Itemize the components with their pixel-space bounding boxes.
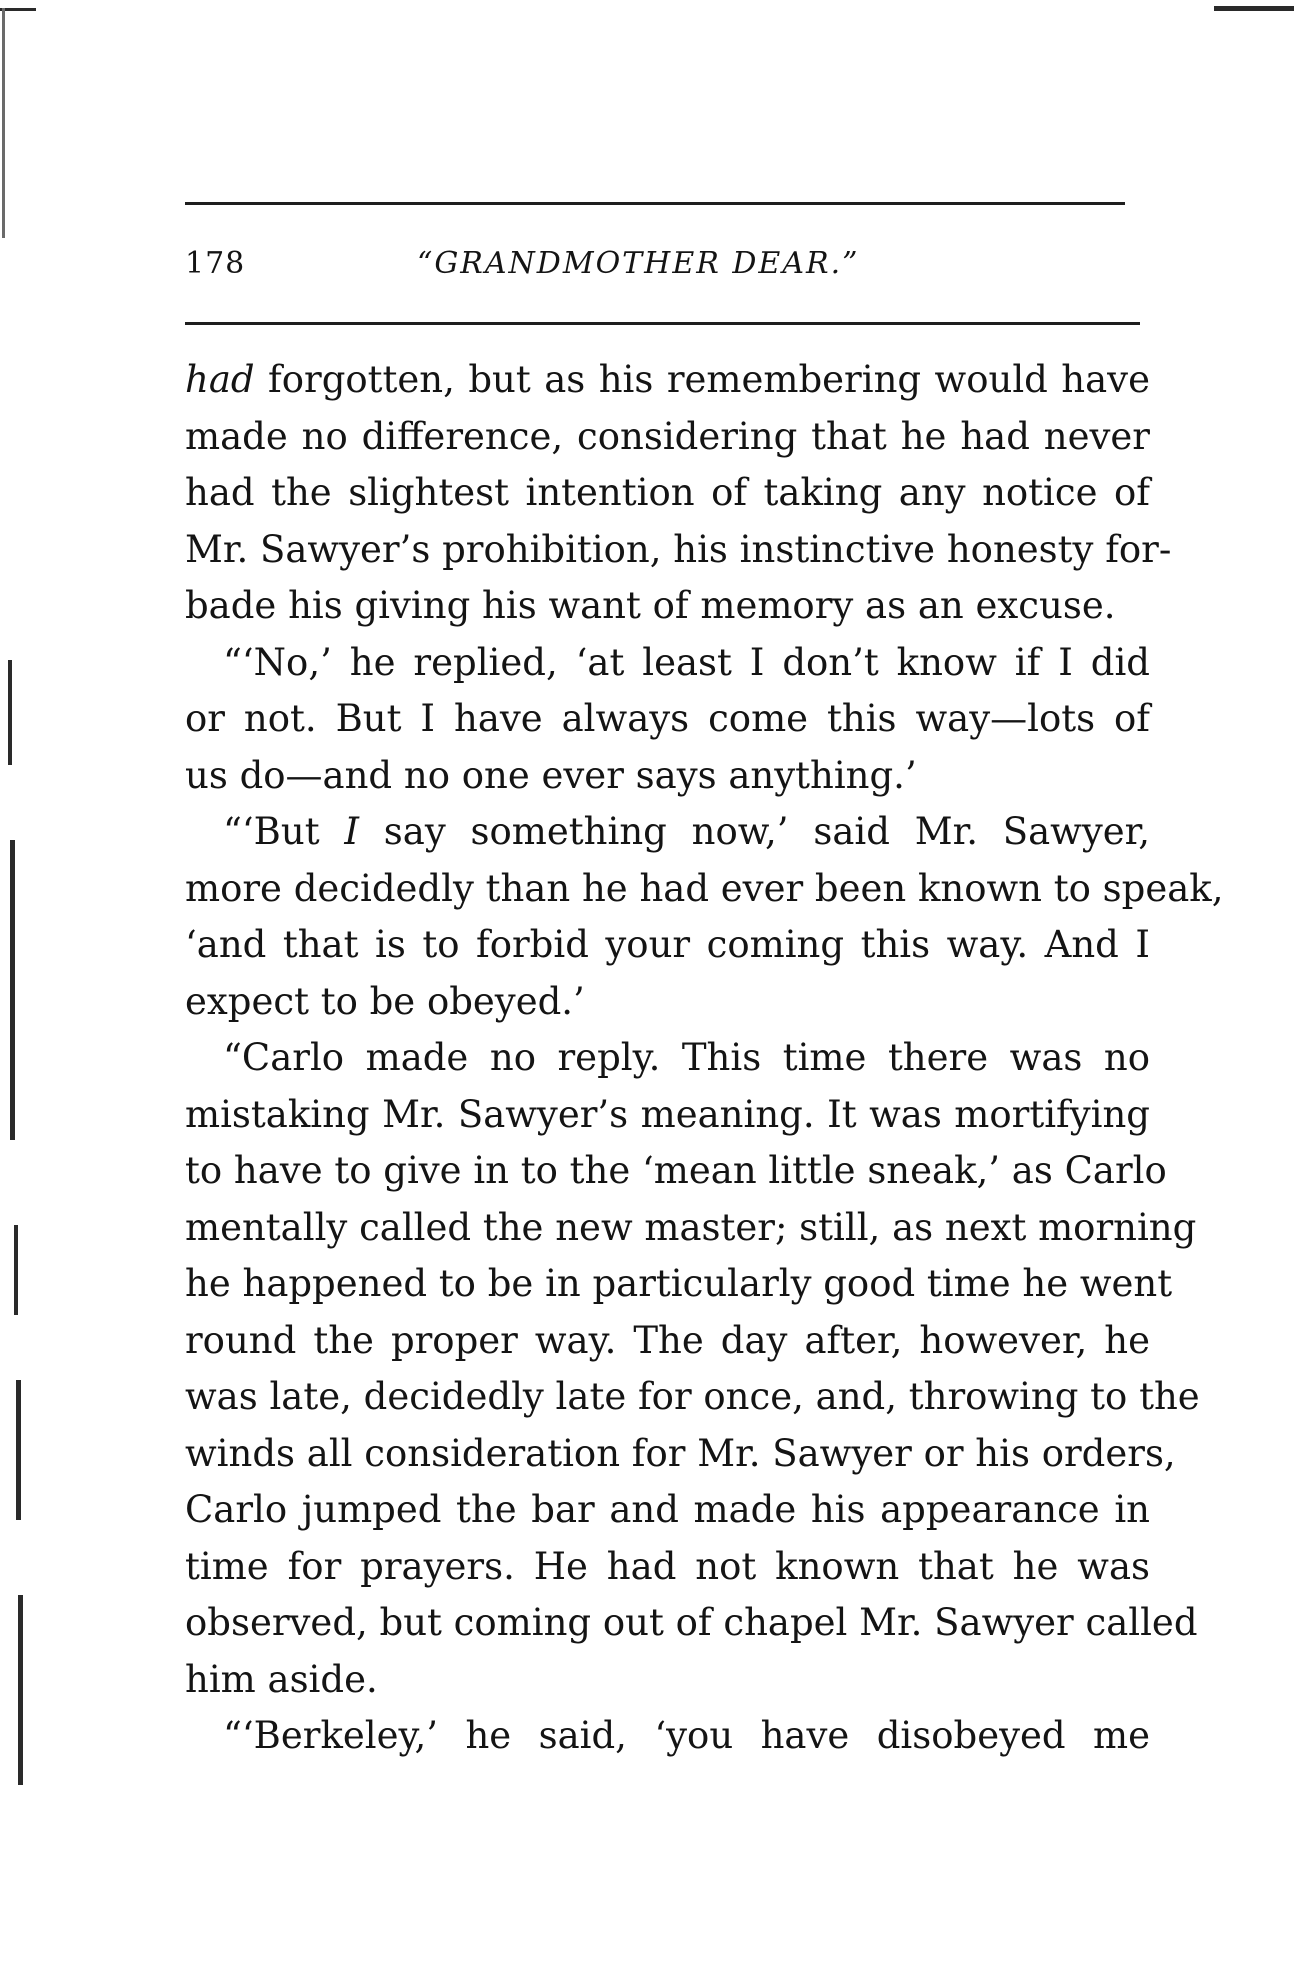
scan-margin-mark	[8, 660, 12, 765]
text-line	[185, 522, 1172, 579]
text-line	[185, 1652, 1150, 1709]
scan-edge-mark	[2, 8, 5, 238]
line-text: forgotten, but as his remembering would have	[254, 358, 1150, 401]
line-text: “Carlo made no reply. This time there was no	[223, 1036, 1150, 1079]
page-header	[185, 246, 1125, 292]
text-line	[185, 804, 1150, 861]
line-text: “‘No,’ he replied, ‘at least I don’t know if I did	[223, 640, 1150, 684]
line-text: say something now,’ said Mr. Sawyer,	[359, 810, 1151, 853]
line-text: “‘Berkeley,’ he said, ‘you have disobeyed me	[223, 1714, 1150, 1757]
text-line	[185, 1482, 1150, 1539]
scan-margin-mark	[16, 1380, 21, 1520]
header-rule	[185, 322, 1140, 325]
line-text: mentally called the new master; still, as next morning	[185, 1205, 1197, 1249]
body-text	[185, 352, 1224, 1765]
text-line	[185, 1256, 1173, 1313]
text-line	[185, 1087, 1150, 1144]
text-line	[185, 409, 1150, 466]
text-line	[185, 861, 1224, 918]
italic-word: I	[344, 810, 359, 853]
text-line	[185, 352, 1150, 409]
line-text: had the slightest intention of taking any notice of	[185, 471, 1150, 514]
text-line	[185, 917, 1150, 974]
line-text: ‘and that is to forbid your coming this way. And I	[185, 923, 1150, 966]
line-text: he happened to be in particularly good time he went	[185, 1262, 1173, 1305]
line-text: made no difference, considering that he had never	[185, 414, 1150, 458]
scan-edge-mark	[0, 8, 36, 11]
line-text: or not. But I have always come this way—lots of	[185, 697, 1150, 740]
text-line	[185, 1708, 1150, 1765]
text-line	[185, 1426, 1176, 1483]
line-text: time for prayers. He had not known that he was	[185, 1544, 1150, 1588]
text-line	[185, 1369, 1200, 1426]
text-line	[185, 465, 1150, 522]
line-text: expect to be obeyed.’	[185, 979, 585, 1023]
line-text: was late, decidedly late for once, and, throwing to the	[185, 1375, 1200, 1418]
text-line	[185, 1539, 1150, 1596]
text-line	[185, 1143, 1167, 1200]
line-text: more decidedly than he had ever been known to speak,	[185, 866, 1224, 910]
scan-edge-mark	[1214, 6, 1294, 11]
text-line	[185, 691, 1150, 748]
scan-margin-mark	[14, 1225, 18, 1315]
line-text: us do—and no one ever says anything.’	[185, 753, 917, 797]
scan-margin-mark	[18, 1595, 23, 1785]
text-line	[185, 748, 1150, 805]
text-line	[185, 1030, 1150, 1087]
text-line	[185, 1595, 1198, 1652]
text-line	[185, 635, 1150, 692]
line-text: round the proper way. The day after, however, he	[185, 1318, 1150, 1362]
page-number: 178	[185, 246, 246, 281]
text-line	[185, 578, 1150, 635]
line-text: Carlo jumped the bar and made his appearance in	[185, 1488, 1150, 1531]
text-line	[185, 1200, 1197, 1257]
line-text: him aside.	[185, 1657, 378, 1701]
line-text: mistaking Mr. Sawyer’s meaning. It was mortifying	[185, 1092, 1150, 1136]
line-text: to have to give in to the ‘mean little sneak,’ as Carlo	[185, 1149, 1167, 1192]
line-text: “‘But	[223, 810, 345, 853]
running-title: “GRANDMOTHER DEAR.”	[417, 246, 860, 281]
scan-margin-mark	[10, 840, 15, 1140]
text-line	[185, 1313, 1150, 1370]
top-rule	[185, 202, 1125, 205]
line-text: bade his giving his want of memory as an excuse.	[185, 584, 1116, 627]
line-text: winds all consideration for Mr. Sawyer or his orders,	[185, 1431, 1176, 1475]
italic-word: had	[185, 358, 255, 401]
line-text: Mr. Sawyer’s prohibition, his instinctive honesty for-	[185, 527, 1172, 571]
line-text: observed, but coming out of chapel Mr. Sawyer called	[185, 1601, 1198, 1644]
text-line	[185, 974, 1150, 1031]
